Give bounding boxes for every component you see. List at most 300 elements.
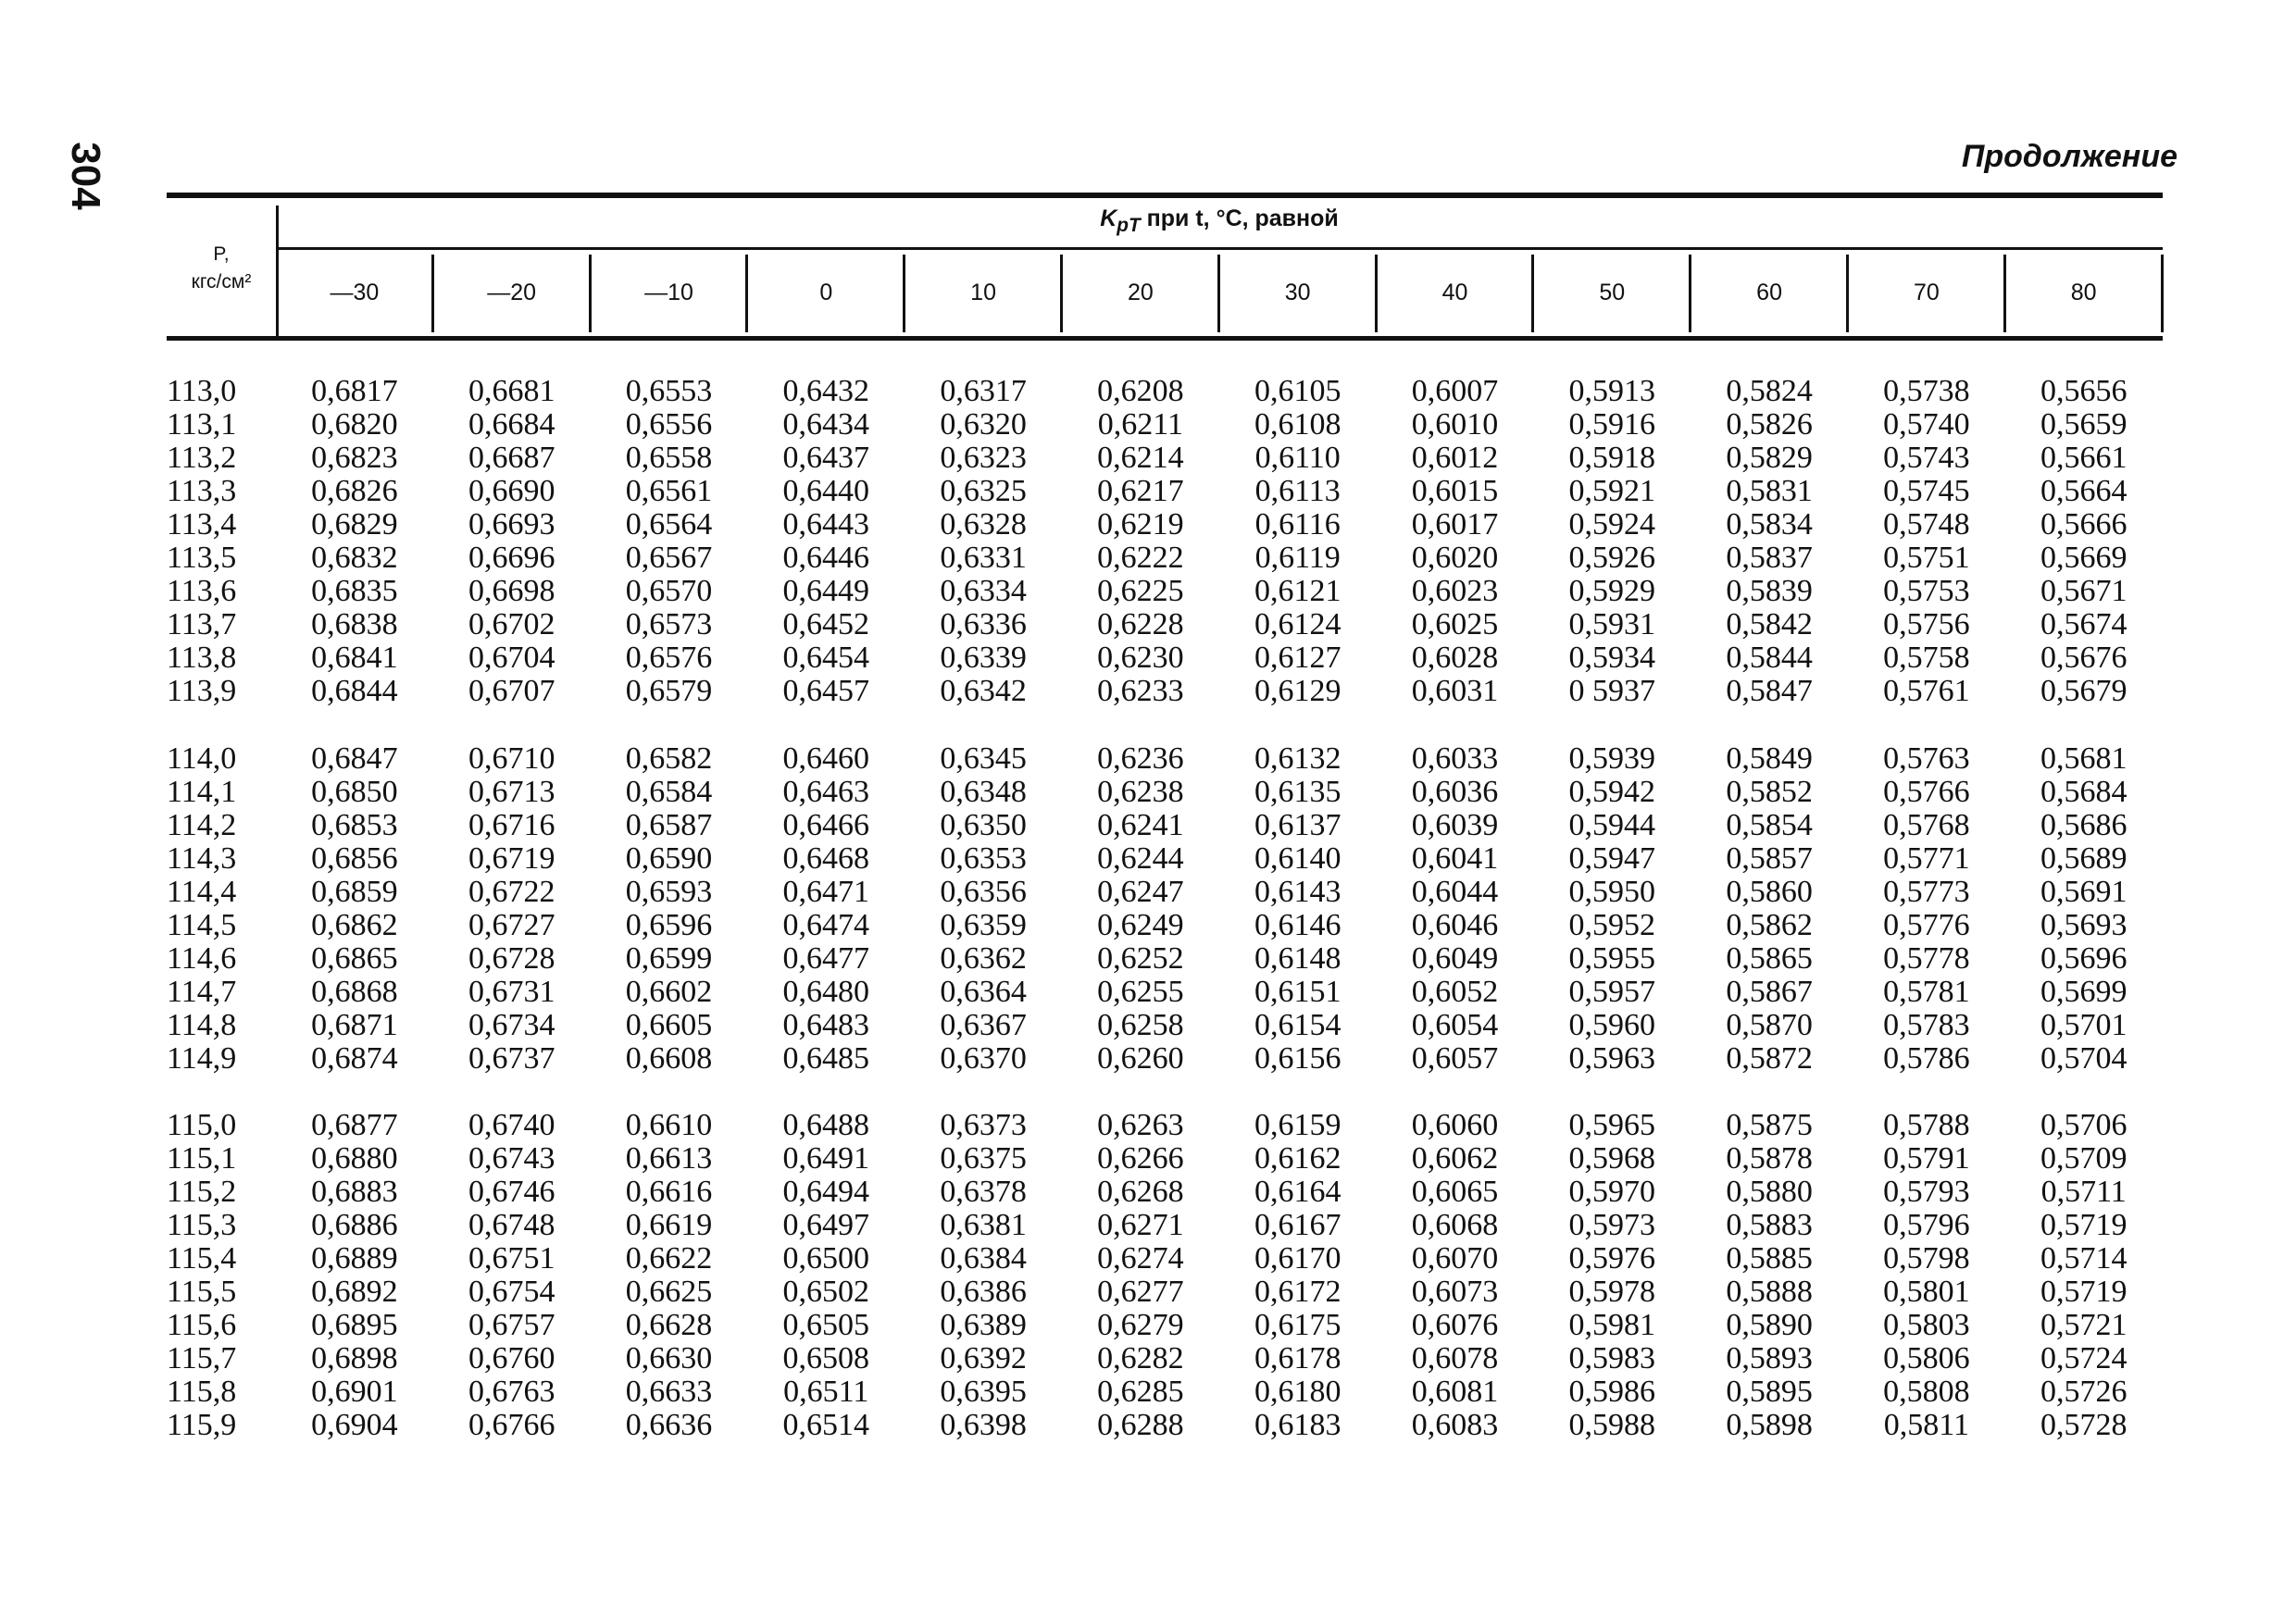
k-value-cell: 0,5788 — [1883, 1108, 1970, 1142]
k-value-cell: 0,6076 — [1411, 1308, 1499, 1342]
pressure-cell: 115,9 — [167, 1408, 237, 1442]
k-value-cell: 0,6154 — [1254, 1008, 1341, 1042]
temperature-header-cell: 50 — [1599, 280, 1626, 305]
pressure-cell: 114,2 — [167, 808, 237, 842]
k-value-cell: 0,6556 — [625, 407, 713, 442]
pressure-cell: 113,4 — [167, 507, 237, 541]
k-value-cell: 0,6159 — [1254, 1108, 1341, 1142]
k-value-cell: 0,6367 — [940, 1008, 1027, 1042]
table-row — [0, 1309, 2296, 1342]
k-value-cell: 0,6356 — [940, 875, 1027, 909]
k-value-cell: 0,6219 — [1097, 507, 1184, 541]
temperature-header-cell: —30 — [330, 280, 380, 305]
k-value-cell: 0,6081 — [1411, 1375, 1499, 1409]
column-separator — [1689, 255, 1691, 332]
k-value-cell: 0,6690 — [468, 474, 555, 508]
k-value-cell: 0,5783 — [1883, 1008, 1970, 1042]
k-value-cell: 0,6266 — [1097, 1141, 1184, 1176]
k-value-cell: 0,6437 — [782, 441, 870, 475]
k-value-cell: 0,6628 — [625, 1308, 713, 1342]
k-value-cell: 0,5693 — [2040, 908, 2128, 942]
k-value-cell: 0,5740 — [1883, 407, 1970, 442]
k-value-cell: 0,6760 — [468, 1341, 555, 1375]
k-value-cell: 0,6684 — [468, 407, 555, 442]
k-value-cell: 0,6460 — [782, 741, 870, 776]
k-value-cell: 0,5773 — [1883, 875, 1970, 909]
table-row — [0, 1009, 2296, 1042]
k-value-cell: 0,5801 — [1883, 1275, 1970, 1309]
k-value-cell: 0,5721 — [2040, 1308, 2128, 1342]
k-value-cell: 0,6826 — [311, 474, 398, 508]
table-row — [0, 809, 2296, 842]
k-value-cell: 0,6862 — [311, 908, 398, 942]
k-value-cell: 0,5913 — [1568, 374, 1656, 408]
k-value-cell: 0,6116 — [1254, 507, 1341, 541]
k-value-cell: 0,6622 — [625, 1241, 713, 1276]
k-value-cell: 0,5834 — [1726, 507, 1813, 541]
column-separator — [2003, 255, 2006, 332]
k-value-cell: 0,6252 — [1097, 941, 1184, 976]
k-value-cell: 0,6249 — [1097, 908, 1184, 942]
k-value-cell: 0,6687 — [468, 441, 555, 475]
k-value-cell: 0,6457 — [782, 674, 870, 708]
temperature-header-cell: 60 — [1756, 280, 1782, 305]
temperature-header-cell: 80 — [2070, 280, 2097, 305]
k-value-cell: 0,6710 — [468, 741, 555, 776]
k-value-cell: 0,6057 — [1411, 1041, 1499, 1076]
k-value-cell: 0,5865 — [1726, 941, 1813, 976]
k-value-cell: 0,6172 — [1254, 1275, 1341, 1309]
k-value-cell: 0,5666 — [2040, 507, 2128, 541]
k-value-cell: 0,6502 — [782, 1275, 870, 1309]
k-value-cell: 0,5844 — [1726, 641, 1813, 675]
k-value-cell: 0,5696 — [2040, 941, 2128, 976]
k-value-cell: 0,6127 — [1254, 641, 1341, 675]
k-value-cell: 0,5973 — [1568, 1208, 1656, 1242]
k-value-cell: 0,6514 — [782, 1408, 870, 1442]
k-value-cell: 0,6859 — [311, 875, 398, 909]
k-value-cell: 0,6477 — [782, 941, 870, 976]
k-subscript: pT — [1117, 215, 1141, 236]
k-value-cell: 0,6062 — [1411, 1141, 1499, 1176]
table-row — [0, 942, 2296, 976]
k-value-cell: 0,6285 — [1097, 1375, 1184, 1409]
k-value-cell: 0,6135 — [1254, 775, 1341, 809]
k-value-cell: 0,6033 — [1411, 741, 1499, 776]
k-value-cell: 0,6573 — [625, 607, 713, 641]
pressure-cell: 113,3 — [167, 474, 237, 508]
k-value-cell: 0,6247 — [1097, 875, 1184, 909]
k-value-cell: 0,6832 — [311, 541, 398, 575]
k-value-cell: 0,5793 — [1883, 1175, 1970, 1209]
k-value-cell: 0,6820 — [311, 407, 398, 442]
k-value-cell: 0,5878 — [1726, 1141, 1813, 1176]
k-value-cell: 0,6386 — [940, 1275, 1027, 1309]
k-value-cell: 0,6596 — [625, 908, 713, 942]
k-value-cell: 0,6751 — [468, 1241, 555, 1276]
k-value-cell: 0,5691 — [2040, 875, 2128, 909]
k-value-cell: 0,5885 — [1726, 1241, 1813, 1276]
k-value-cell: 0,6230 — [1097, 641, 1184, 675]
table-row — [0, 475, 2296, 508]
k-value-cell: 0,5860 — [1726, 875, 1813, 909]
k-value-cell: 0,6693 — [468, 507, 555, 541]
k-value-cell: 0,5706 — [2040, 1108, 2128, 1142]
k-value-cell: 0,6757 — [468, 1308, 555, 1342]
k-value-cell: 0,6707 — [468, 674, 555, 708]
k-value-cell: 0,5924 — [1568, 507, 1656, 541]
k-value-cell: 0,6449 — [782, 574, 870, 608]
k-value-cell: 0,6175 — [1254, 1308, 1341, 1342]
k-value-cell: 0,5751 — [1883, 541, 1970, 575]
k-value-cell: 0,5709 — [2040, 1141, 2128, 1176]
k-value-cell: 0,6271 — [1097, 1208, 1184, 1242]
k-value-cell: 0,6263 — [1097, 1108, 1184, 1142]
k-value-cell: 0,6023 — [1411, 574, 1499, 608]
k-value-cell: 0,6616 — [625, 1175, 713, 1209]
k-value-cell: 0,5681 — [2040, 741, 2128, 776]
k-value-cell: 0,6593 — [625, 875, 713, 909]
k-value-cell: 0,6763 — [468, 1375, 555, 1409]
k-value-cell: 0,5849 — [1726, 741, 1813, 776]
k-value-cell: 0,6381 — [940, 1208, 1027, 1242]
k-value-cell: 0,6143 — [1254, 875, 1341, 909]
k-value-cell: 0,5944 — [1568, 808, 1656, 842]
k-value-cell: 0,6164 — [1254, 1175, 1341, 1209]
k-value-cell: 0,5895 — [1726, 1375, 1813, 1409]
k-value-cell: 0,5704 — [2040, 1041, 2128, 1076]
k-value-cell: 0,6727 — [468, 908, 555, 942]
k-value-cell: 0,6345 — [940, 741, 1027, 776]
temperature-header-cell: 20 — [1127, 280, 1154, 305]
k-value-cell: 0,5831 — [1726, 474, 1813, 508]
k-value-cell: 0,6065 — [1411, 1175, 1499, 1209]
k-value-cell: 0,5756 — [1883, 607, 1970, 641]
table-row — [0, 408, 2296, 442]
k-value-cell: 0,5839 — [1726, 574, 1813, 608]
k-value-cell: 0,6713 — [468, 775, 555, 809]
k-value-cell: 0,6434 — [782, 407, 870, 442]
k-value-cell: 0,5778 — [1883, 941, 1970, 976]
page-number: 304 — [63, 142, 108, 210]
pressure-cell: 113,2 — [167, 441, 237, 475]
k-value-cell: 0,5947 — [1568, 841, 1656, 876]
k-value-cell: 0,5826 — [1726, 407, 1813, 442]
k-value-cell: 0,6025 — [1411, 607, 1499, 641]
k-value-cell: 0,5955 — [1568, 941, 1656, 976]
k-value-cell: 0,6570 — [625, 574, 713, 608]
k-value-cell: 0,6277 — [1097, 1275, 1184, 1309]
k-value-cell: 0,6743 — [468, 1141, 555, 1176]
k-value-cell: 0,6370 — [940, 1041, 1027, 1076]
k-value-cell: 0,5965 — [1568, 1108, 1656, 1142]
table-row — [0, 776, 2296, 809]
k-value-cell: 0,6140 — [1254, 841, 1341, 876]
k-value-cell: 0,6274 — [1097, 1241, 1184, 1276]
k-value-cell: 0,6151 — [1254, 975, 1341, 1009]
k-value-cell: 0,5701 — [2040, 1008, 2128, 1042]
table-row — [0, 1142, 2296, 1176]
k-coefficient-header — [276, 205, 2163, 237]
k-value-cell: 0,5870 — [1726, 1008, 1813, 1042]
k-value-cell: 0,6268 — [1097, 1175, 1184, 1209]
table-row — [0, 876, 2296, 909]
k-value-cell: 0,5753 — [1883, 574, 1970, 608]
pressure-cell: 115,2 — [167, 1175, 237, 1209]
k-value-cell: 0,5766 — [1883, 775, 1970, 809]
k-value-cell: 0,6124 — [1254, 607, 1341, 641]
k-value-cell: 0,6384 — [940, 1241, 1027, 1276]
k-value-cell: 0,5798 — [1883, 1241, 1970, 1276]
k-value-cell: 0,6625 — [625, 1275, 713, 1309]
k-value-cell: 0,6214 — [1097, 441, 1184, 475]
k-value-cell: 0,6339 — [940, 641, 1027, 675]
k-value-cell: 0,6567 — [625, 541, 713, 575]
k-value-cell: 0,6579 — [625, 674, 713, 708]
pressure-cell: 115,4 — [167, 1241, 237, 1276]
k-value-cell: 0,6068 — [1411, 1208, 1499, 1242]
k-value-cell: 0,6841 — [311, 641, 398, 675]
k-value-cell: 0,6028 — [1411, 641, 1499, 675]
k-value-cell: 0,6698 — [468, 574, 555, 608]
k-value-cell: 0,5862 — [1726, 908, 1813, 942]
k-value-cell: 0,6856 — [311, 841, 398, 876]
temperature-header-cell: 70 — [1913, 280, 1940, 305]
k-value-cell: 0,6282 — [1097, 1341, 1184, 1375]
k-value-cell: 0,6474 — [782, 908, 870, 942]
k-value-cell: 0,6317 — [940, 374, 1027, 408]
k-value-cell: 0,5931 — [1568, 607, 1656, 641]
column-separator — [589, 255, 592, 332]
pressure-cell: 115,5 — [167, 1275, 237, 1309]
pressure-cell: 114,1 — [167, 775, 237, 809]
table-row — [0, 1276, 2296, 1309]
k-value-cell: 0,5926 — [1568, 541, 1656, 575]
k-value-cell: 0,6754 — [468, 1275, 555, 1309]
table-row — [0, 1242, 2296, 1276]
k-value-cell: 0,5847 — [1726, 674, 1813, 708]
k-value-cell: 0,6353 — [940, 841, 1027, 876]
pressure-cell: 115,0 — [167, 1108, 237, 1142]
table-row — [0, 1209, 2296, 1242]
k-value-cell: 0,6471 — [782, 875, 870, 909]
k-value-cell: 0,6070 — [1411, 1241, 1499, 1276]
k-value-cell: 0,5679 — [2040, 674, 2128, 708]
pressure-cell: 115,1 — [167, 1141, 237, 1176]
k-value-cell: 0,6468 — [782, 841, 870, 876]
k-value-cell: 0,6211 — [1097, 407, 1184, 442]
k-value-cell: 0,6602 — [625, 975, 713, 1009]
k-value-cell: 0,6608 — [625, 1041, 713, 1076]
column-separator — [745, 255, 748, 332]
k-value-cell: 0,5854 — [1726, 808, 1813, 842]
k-value-cell: 0,5963 — [1568, 1041, 1656, 1076]
k-value-cell: 0,6582 — [625, 741, 713, 776]
k-value-cell: 0,6740 — [468, 1108, 555, 1142]
k-value-cell: 0,6020 — [1411, 541, 1499, 575]
k-value-cell: 0,5867 — [1726, 975, 1813, 1009]
k-value-cell: 0,6889 — [311, 1241, 398, 1276]
k-value-cell: 0,6877 — [311, 1108, 398, 1142]
temperature-header-cell: —20 — [487, 280, 537, 305]
k-value-cell: 0,5656 — [2040, 374, 2128, 408]
k-value-cell: 0,5978 — [1568, 1275, 1656, 1309]
k-value-cell: 0,6054 — [1411, 1008, 1499, 1042]
k-value-cell: 0,5659 — [2040, 407, 2128, 442]
k-value-cell: 0,6587 — [625, 808, 713, 842]
column-separator — [1060, 255, 1063, 332]
k-value-cell: 0,6463 — [782, 775, 870, 809]
k-value-cell: 0,6046 — [1411, 908, 1499, 942]
k-value-cell: 0,6904 — [311, 1408, 398, 1442]
k-value-cell: 0,6364 — [940, 975, 1027, 1009]
k-value-cell: 0,5893 — [1726, 1341, 1813, 1375]
k-value-cell: 0,6389 — [940, 1308, 1027, 1342]
k-value-cell: 0,5786 — [1883, 1041, 1970, 1076]
table-row — [0, 909, 2296, 942]
k-value-cell: 0,6148 — [1254, 941, 1341, 976]
table-row — [0, 575, 2296, 608]
k-value-cell: 0,6584 — [625, 775, 713, 809]
k-value-cell: 0,6083 — [1411, 1408, 1499, 1442]
k-value-cell: 0,6180 — [1254, 1375, 1341, 1409]
k-value-cell: 0,6874 — [311, 1041, 398, 1076]
k-value-cell: 0,6508 — [782, 1341, 870, 1375]
pressure-cell: 114,0 — [167, 741, 237, 776]
k-value-cell: 0,5898 — [1726, 1408, 1813, 1442]
k-value-cell: 0,6734 — [468, 1008, 555, 1042]
k-value-cell: 0,5981 — [1568, 1308, 1656, 1342]
k-value-cell: 0,6829 — [311, 507, 398, 541]
k-value-cell: 0,6454 — [782, 641, 870, 675]
k-value-cell: 0,6483 — [782, 1008, 870, 1042]
k-value-cell: 0,6838 — [311, 607, 398, 641]
k-value-cell: 0,6233 — [1097, 674, 1184, 708]
k-value-cell: 0,6564 — [625, 507, 713, 541]
table-row — [0, 1109, 2296, 1142]
k-value-cell: 0,5988 — [1568, 1408, 1656, 1442]
k-value-cell: 0,6208 — [1097, 374, 1184, 408]
k-value-cell: 0,6119 — [1254, 541, 1341, 575]
k-value-cell: 0,5852 — [1726, 775, 1813, 809]
k-value-cell: 0,5970 — [1568, 1175, 1656, 1209]
k-value-cell: 0,6342 — [940, 674, 1027, 708]
k-value-cell: 0,6039 — [1411, 808, 1499, 842]
k-value-cell: 0,5934 — [1568, 641, 1656, 675]
k-value-cell: 0,6636 — [625, 1408, 713, 1442]
k-value-cell: 0,6497 — [782, 1208, 870, 1242]
pressure-cell: 113,0 — [167, 374, 237, 408]
k-value-cell: 0,6288 — [1097, 1408, 1184, 1442]
k-value-cell: 0,6334 — [940, 574, 1027, 608]
k-value-cell: 0,6883 — [311, 1175, 398, 1209]
k-value-cell: 0,6336 — [940, 607, 1027, 641]
k-value-cell: 0,6844 — [311, 674, 398, 708]
k-value-cell: 0,5952 — [1568, 908, 1656, 942]
k-value-cell: 0,6901 — [311, 1375, 398, 1409]
table-row — [0, 442, 2296, 475]
k-value-cell: 0,5689 — [2040, 841, 2128, 876]
k-value-cell: 0,6373 — [940, 1108, 1027, 1142]
header-bottom-rule — [167, 336, 2163, 341]
k-value-cell: 0,5968 — [1568, 1141, 1656, 1176]
k-value-cell: 0 5937 — [1568, 674, 1656, 708]
k-value-cell: 0,5796 — [1883, 1208, 1970, 1242]
k-value-cell: 0,6702 — [468, 607, 555, 641]
k-value-cell: 0,5674 — [2040, 607, 2128, 641]
k-value-cell: 0,6228 — [1097, 607, 1184, 641]
k-value-cell: 0,6378 — [940, 1175, 1027, 1209]
k-value-cell: 0,6258 — [1097, 1008, 1184, 1042]
k-value-cell: 0,6137 — [1254, 808, 1341, 842]
k-value-cell: 0,6731 — [468, 975, 555, 1009]
k-value-cell: 0,6162 — [1254, 1141, 1341, 1176]
k-value-cell: 0,6553 — [625, 374, 713, 408]
k-value-cell: 0,6244 — [1097, 841, 1184, 876]
k-value-cell: 0,5957 — [1568, 975, 1656, 1009]
k-value-cell: 0,6704 — [468, 641, 555, 675]
k-value-cell: 0,6238 — [1097, 775, 1184, 809]
k-value-cell: 0,5929 — [1568, 574, 1656, 608]
continuation-label: Продолжение — [1961, 139, 2177, 174]
k-value-cell: 0,6320 — [940, 407, 1027, 442]
k-value-cell: 0,5983 — [1568, 1341, 1656, 1375]
k-value-cell: 0,6255 — [1097, 975, 1184, 1009]
table-row — [0, 1042, 2296, 1076]
k-value-cell: 0,5771 — [1883, 841, 1970, 876]
table-row — [0, 541, 2296, 575]
column-separator — [1375, 255, 1378, 332]
k-value-cell: 0,6225 — [1097, 574, 1184, 608]
k-value-cell: 0,5986 — [1568, 1375, 1656, 1409]
k-value-cell: 0,6737 — [468, 1041, 555, 1076]
k-value-cell: 0,6279 — [1097, 1308, 1184, 1342]
k-value-cell: 0,6328 — [940, 507, 1027, 541]
table-row — [0, 742, 2296, 776]
k-value-cell: 0,5837 — [1726, 541, 1813, 575]
k-value-cell: 0,5669 — [2040, 541, 2128, 575]
k-value-cell: 0,5808 — [1883, 1375, 1970, 1409]
k-value-cell: 0,5699 — [2040, 975, 2128, 1009]
k-value-cell: 0,6323 — [940, 441, 1027, 475]
k-value-cell: 0,6865 — [311, 941, 398, 976]
k-value-cell: 0,5719 — [2040, 1275, 2128, 1309]
k-value-cell: 0,6630 — [625, 1341, 713, 1375]
k-value-cell: 0,5791 — [1883, 1141, 1970, 1176]
temperature-header-cell: 40 — [1441, 280, 1468, 305]
k-value-cell: 0,5761 — [1883, 674, 1970, 708]
k-value-cell: 0,5829 — [1726, 441, 1813, 475]
k-value-cell: 0,6443 — [782, 507, 870, 541]
k-value-cell: 0,6590 — [625, 841, 713, 876]
k-value-cell: 0,6748 — [468, 1208, 555, 1242]
pressure-cell: 115,6 — [167, 1308, 237, 1342]
k-value-cell: 0,5824 — [1726, 374, 1813, 408]
k-value-cell: 0,6895 — [311, 1308, 398, 1342]
pressure-cell: 113,7 — [167, 607, 237, 641]
k-value-cell: 0,6613 — [625, 1141, 713, 1176]
k-value-cell: 0,6049 — [1411, 941, 1499, 976]
column-separator — [1217, 255, 1220, 332]
k-value-cell: 0,6871 — [311, 1008, 398, 1042]
k-value-cell: 0,6576 — [625, 641, 713, 675]
k-value-cell: 0,5745 — [1883, 474, 1970, 508]
temperature-header-cell: 30 — [1284, 280, 1311, 305]
k-header-text: при t, °C, равной — [1140, 205, 1339, 231]
k-value-cell: 0,6853 — [311, 808, 398, 842]
k-value-cell: 0,6886 — [311, 1208, 398, 1242]
k-value-cell: 0,6898 — [311, 1341, 398, 1375]
